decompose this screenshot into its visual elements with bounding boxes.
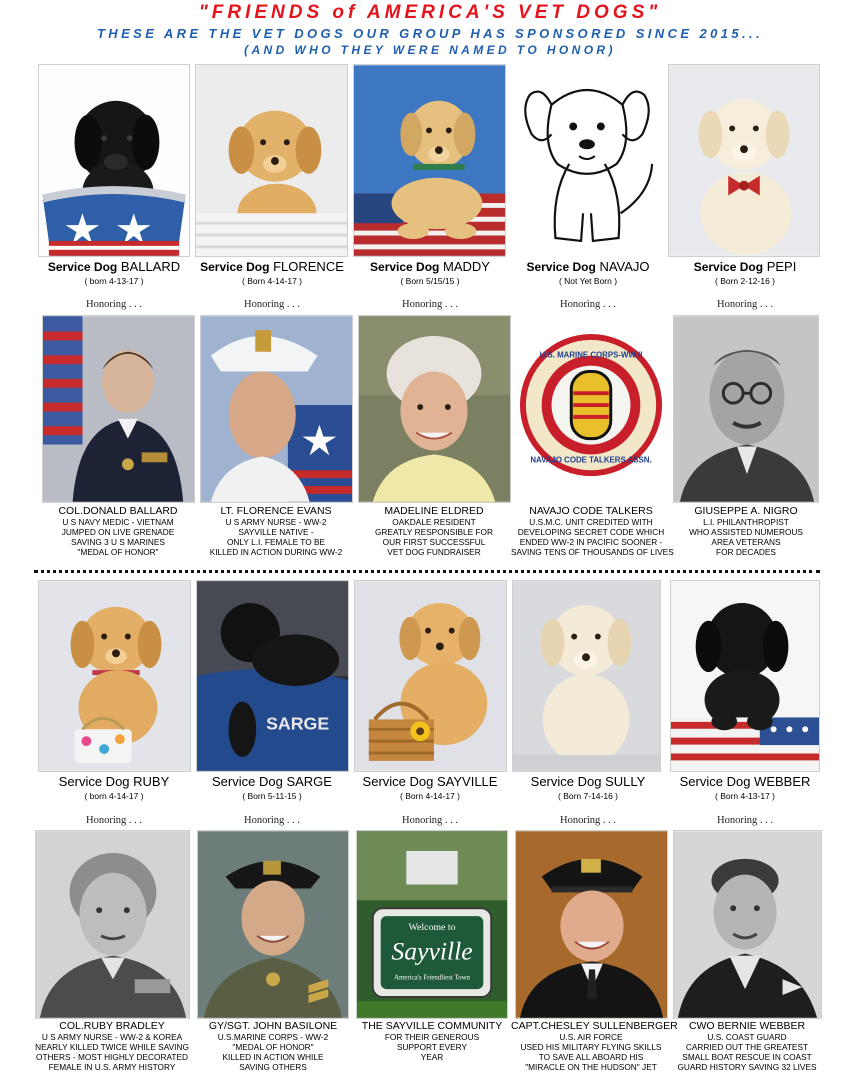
honoree-line: OTHERS - MOST HIGHLY DECORATED — [36, 1052, 188, 1062]
honoree-name: GIUSEPPE A. NIGRO — [694, 505, 798, 517]
page-subtitle-note: (AND WHO THEY WERE NAMED TO HONOR) — [244, 43, 616, 57]
black-lab-on-bed-image — [197, 581, 348, 771]
dog-born-date: ( Born 7-14-16 ) — [558, 791, 618, 801]
honoree-line: DEVELOPING SECRET CODE WHICH — [517, 527, 665, 537]
honoree-line: SAYVILLE NATIVE - — [238, 527, 314, 537]
honoree-name: THE SAYVILLE COMMUNITY — [361, 1020, 503, 1032]
honoree-line: USED HIS MILITARY FLYING SKILLS — [520, 1042, 662, 1052]
dog-photo-ruby — [38, 580, 191, 772]
honoring-label: Honoring . . . — [402, 299, 458, 310]
honoree-photo-sullenberger — [515, 830, 668, 1019]
honoree-line: ONLY L.I. FEMALE TO BE — [226, 537, 326, 547]
dog-born-date: ( Born 4-14-17 ) — [400, 791, 460, 801]
honoree-name: CWO BERNIE WEBBER — [688, 1020, 806, 1032]
dog-prefix: Service Dog — [693, 260, 764, 274]
honoring-label: Honoring . . . — [560, 815, 616, 826]
dog-name: BALLARD — [120, 259, 181, 274]
white-puppy-with-bowtie-image — [669, 65, 819, 256]
dog-photo-pepi — [668, 64, 820, 257]
golden-puppy-in-basket-image — [196, 65, 347, 256]
coast-guard-portrait-image — [674, 831, 821, 1018]
honoree-photo-sayville — [356, 830, 508, 1019]
pilot-portrait-image — [516, 831, 667, 1018]
dog-born-date: ( born 4-14-17 ) — [84, 791, 144, 801]
sign-tagline-text: America's Friendliest Town — [393, 974, 471, 982]
honoring-label: Honoring . . . — [402, 815, 458, 826]
dog-photo-navajo — [511, 64, 663, 257]
dog-born-date: ( Born 4-13-17 ) — [715, 791, 775, 801]
honoree-line: U.S. COAST GUARD — [707, 1032, 787, 1042]
dog-photo-maddy — [353, 64, 506, 257]
dog-name: MADDY — [443, 259, 490, 274]
honoree-photo-ballard — [42, 315, 195, 503]
golden-puppy-with-basket-image — [355, 581, 506, 771]
honoree-photo-nigro — [673, 315, 819, 503]
marine-corps-patch-image — [516, 316, 667, 502]
dog-name: SAYVILLE — [436, 774, 498, 789]
dog-prefix: Service Dog — [370, 260, 440, 274]
honoree-line: ENDED WW-2 IN PACIFIC SOONER - — [519, 537, 663, 547]
honoree-line: "MEDAL OF HONOR" — [232, 1042, 314, 1052]
dog-born-date: ( Not Yet Born ) — [558, 276, 618, 286]
dog-born-date: ( born 4-13-17 ) — [84, 276, 144, 286]
honoree-name: LT. FLORENCE EVANS — [220, 505, 332, 517]
black-puppy-in-bucket-image — [39, 65, 189, 256]
honoree-line: AREA VETERANS — [711, 537, 781, 547]
honoree-line: U S ARMY NURSE - WW-2 — [225, 517, 327, 527]
dog-prefix: Service Dog — [47, 260, 118, 274]
honoree-photo-eldred — [358, 315, 511, 503]
honoree-line: OAKDALE RESIDENT — [392, 517, 476, 527]
honoree-line: GREATLY RESPONSIBLE FOR — [374, 527, 494, 537]
honoree-line: SMALL BOAT RESCUE IN COAST — [682, 1052, 812, 1062]
honoree-line: U S ARMY NURSE - WW-2 & KOREA — [41, 1032, 183, 1042]
honoree-line: L.I. PHILANTHROPIST — [703, 517, 789, 527]
dog-born-date: ( Born 2-12-16 ) — [715, 276, 775, 286]
honoree-line: "MEDAL OF HONOR" — [77, 547, 159, 557]
dog-prefix: Service Dog — [200, 260, 270, 274]
dog-photo-sayville — [354, 580, 507, 772]
dog-born-date: ( Born 5/15/15 ) — [400, 276, 460, 286]
page-subtitle: THESE ARE THE VET DOGS OUR GROUP HAS SPONSORED SINCE 2015... — [96, 26, 764, 41]
honoree-photo-webber — [673, 830, 822, 1019]
dog-prefix: Service Dog — [526, 260, 596, 274]
honoree-line: GUARD HISTORY SAVING 32 LIVES — [677, 1062, 817, 1072]
black-puppy-on-flag-image — [671, 581, 819, 771]
yellow-lab-on-flag-image — [354, 65, 505, 256]
dog-prefix: Service Dog — [679, 774, 751, 789]
section-divider — [34, 570, 820, 573]
honoree-line: U S NAVY MEDIC - VIETNAM — [62, 517, 174, 527]
bed-name-text: SARGE — [266, 713, 330, 734]
patch-bottom-text: NAVAJO CODE TALKERS ASSN. — [530, 455, 652, 465]
honoring-label: Honoring . . . — [717, 299, 773, 310]
sign-welcome-text: Welcome to — [408, 921, 456, 933]
honoree-line: JUMPED ON LIVE GRENADE — [61, 527, 175, 537]
dog-photo-sarge — [196, 580, 349, 772]
honoree-line: KILLED IN ACTION DURING WW-2 — [209, 547, 343, 557]
honoree-line: YEAR — [420, 1052, 444, 1062]
honoring-label: Honoring . . . — [244, 815, 300, 826]
dog-photo-florence — [195, 64, 348, 257]
dog-born-date: ( Born 4-14-17 ) — [242, 276, 302, 286]
honoree-name: COL.DONALD BALLARD — [58, 505, 178, 517]
honoree-line: SAVING OTHERS — [239, 1062, 307, 1072]
dog-photo-ballard — [38, 64, 190, 257]
honoree-photo-bradley — [35, 830, 190, 1019]
dog-name: FLORENCE — [273, 259, 344, 274]
dog-photo-webber — [670, 580, 820, 772]
puppy-line-drawing-image — [512, 65, 662, 256]
honoring-label: Honoring . . . — [86, 299, 142, 310]
army-nurse-vintage-portrait-image — [36, 831, 189, 1018]
sayville-welcome-sign-image — [357, 831, 507, 1018]
honoree-photo-basilone — [197, 830, 349, 1019]
marine-portrait-image — [198, 831, 348, 1018]
honoree-line: WHO ASSISTED NUMEROUS — [689, 527, 803, 537]
honoring-label: Honoring . . . — [717, 815, 773, 826]
honoree-line: SUPPORT EVERY — [396, 1042, 468, 1052]
honoree-line: SAVING 3 U S MARINES — [71, 537, 165, 547]
dog-name: SULLY — [605, 774, 646, 789]
patch-top-text: U.S. MARINE CORPS-WW II — [539, 350, 643, 360]
honoree-line: U.S.MARINE CORPS - WW-2 — [217, 1032, 329, 1042]
honoree-line: FOR THEIR GENEROUS — [384, 1032, 480, 1042]
honoring-label: Honoring . . . — [560, 299, 616, 310]
honoree-name: CAPT.CHESLEY SULLENBERGER — [511, 1020, 678, 1032]
vintage-portrait-image — [674, 316, 818, 502]
dog-name: WEBBER — [754, 774, 811, 789]
honoree-line: CARRIED OUT THE GREATEST — [685, 1042, 809, 1052]
dog-born-date: ( Born 5-11-15 ) — [242, 791, 302, 801]
dog-prefix: Service Dog — [530, 774, 602, 789]
dog-prefix: Service Dog — [362, 774, 434, 789]
honoree-photo-navajo — [515, 315, 668, 503]
dog-name: NAVAJO — [599, 259, 650, 274]
dog-name: PEPI — [766, 259, 797, 274]
honoree-photo-evans — [200, 315, 353, 503]
honoree-name: GY/SGT. JOHN BASILONE — [208, 1020, 338, 1032]
honoree-name: MADELINE ELDRED — [384, 505, 484, 517]
honoree-line: "MIRACLE ON THE HUDSON" JET — [525, 1062, 657, 1072]
honoring-label: Honoring . . . — [86, 815, 142, 826]
honoree-line: OUR FIRST SUCCESSFUL — [382, 537, 486, 547]
dog-prefix: Service Dog — [58, 774, 130, 789]
honoree-line: U.S.M.C. UNIT CREDITED WITH — [529, 517, 653, 527]
honoree-line: VET DOG FUNDRAISER — [387, 547, 481, 557]
honoring-label: Honoring . . . — [244, 299, 300, 310]
dog-name: RUBY — [133, 774, 170, 789]
military-portrait-image — [43, 316, 194, 502]
woman-portrait-image — [359, 316, 510, 502]
honoree-line: U.S. AIR FORCE — [559, 1032, 623, 1042]
dog-prefix: Service Dog — [212, 774, 283, 789]
army-nurse-portrait-image — [201, 316, 352, 502]
honoree-line: TO SAVE ALL ABOARD HIS — [538, 1052, 644, 1062]
honoree-line: KILLED IN ACTION WHILE — [222, 1052, 324, 1062]
sign-town-text: Sayville — [391, 936, 473, 966]
honoree-name: NAVAJO CODE TALKERS — [529, 505, 653, 517]
honoree-line: FEMALE IN U.S. ARMY HISTORY — [48, 1062, 176, 1072]
dog-name: SARGE — [286, 774, 332, 789]
honoree-line: NEARLY KILLED TWICE WHILE SAVING — [35, 1042, 189, 1052]
page-title: "FRIENDS of AMERICA'S VET DOGS" — [198, 2, 662, 23]
dog-photo-sully — [512, 580, 661, 772]
golden-puppy-with-purse-image — [39, 581, 190, 771]
honoree-line: FOR DECADES — [716, 547, 776, 557]
white-lab-puppy-image — [513, 581, 660, 771]
honoree-name: COL.RUBY BRADLEY — [59, 1020, 165, 1032]
honoree-line: SAVING TENS OF THOUSANDS OF LIVES — [511, 547, 674, 557]
